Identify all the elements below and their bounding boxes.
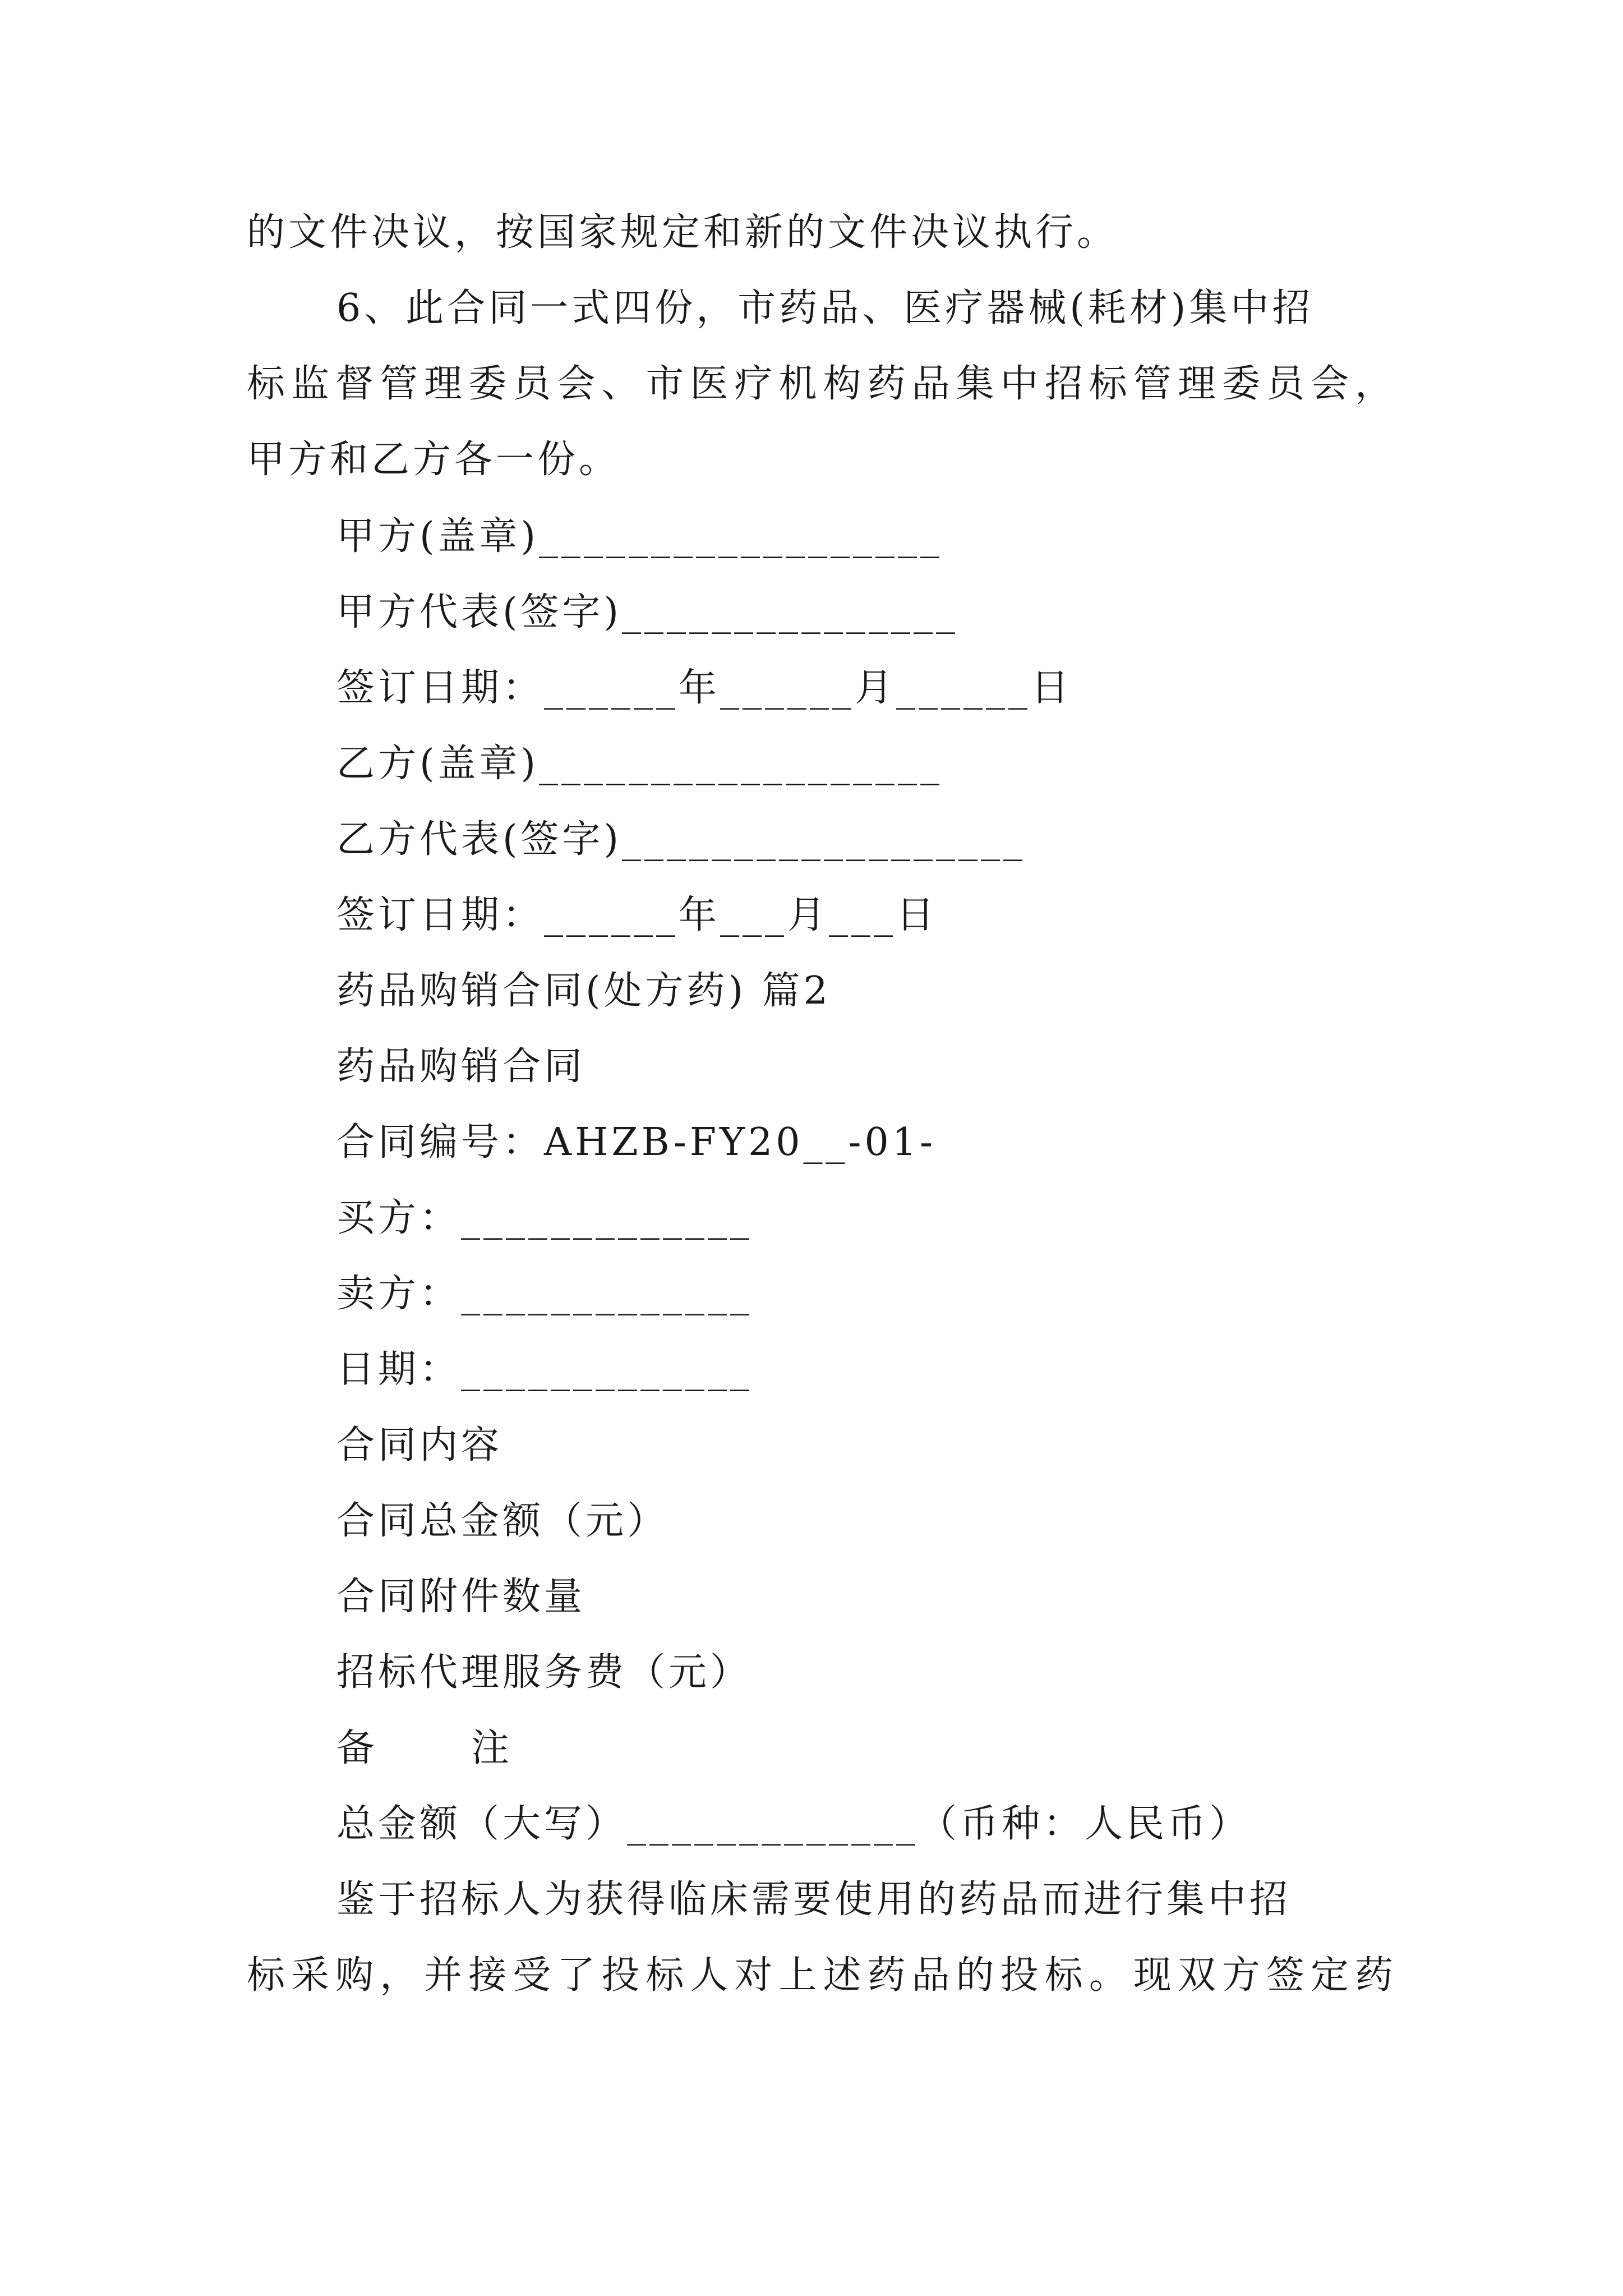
signing-date-line: 签订日期：______年___月___日 bbox=[336, 893, 938, 937]
party-a-representative-line: 甲方代表(签字)_______________ bbox=[336, 590, 959, 634]
contract-title: 药品购销合同 bbox=[336, 1045, 586, 1089]
paragraph-line: 6、此合同一式四份，市药品、医疗器械(耗材)集中招 bbox=[336, 286, 1314, 330]
date-line: 日期：_____________ bbox=[336, 1347, 753, 1392]
party-a-seal-line: 甲方(盖章)__________________ bbox=[336, 514, 943, 559]
field-label: 合同附件数量 bbox=[336, 1575, 586, 1619]
total-amount-line: 总金额（大写）_____________（币种：人民币） bbox=[336, 1802, 1251, 1846]
paragraph-line: 标监督管理委员会、市医疗机构药品集中招标管理委员会， bbox=[247, 362, 1396, 406]
field-label: 招标代理服务费（元） bbox=[336, 1650, 752, 1695]
seller-line: 卖方：_____________ bbox=[336, 1272, 753, 1316]
buyer-line: 买方：_____________ bbox=[336, 1196, 753, 1240]
party-b-seal-line: 乙方(盖章)__________________ bbox=[336, 742, 943, 786]
paragraph-line: 标采购，并接受了投标人对上述药品的投标。现双方签定药 bbox=[247, 1953, 1396, 1998]
field-label: 合同内容 bbox=[336, 1423, 503, 1467]
signing-date-line: 签订日期：______年______月______日 bbox=[336, 666, 1073, 710]
paragraph-line: 鉴于招标人为获得临床需要使用的药品而进行集中招 bbox=[336, 1878, 1292, 1922]
party-b-representative-line: 乙方代表(签字)__________________ bbox=[336, 817, 1026, 862]
section-heading: 药品购销合同(处方药) 篇2 bbox=[336, 969, 831, 1013]
field-label: 备 注 bbox=[336, 1726, 513, 1770]
paragraph-line: 的文件决议，按国家规定和新的文件决议执行。 bbox=[247, 210, 1119, 255]
contract-number-line: 合同编号：AHZB-FY20__-01- bbox=[336, 1120, 936, 1165]
paragraph-line: 甲方和乙方各一份。 bbox=[247, 438, 621, 482]
field-label: 合同总金额（元） bbox=[336, 1499, 669, 1543]
